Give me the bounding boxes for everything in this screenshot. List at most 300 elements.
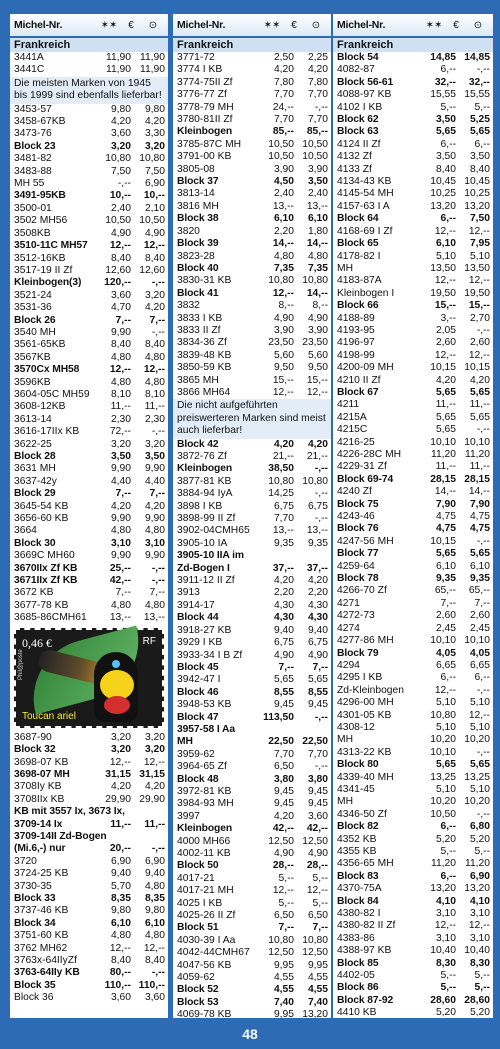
mint-price: 11,20 — [430, 449, 456, 460]
used-price: 29,90 — [139, 793, 165, 805]
mint-price: 5,10 — [435, 721, 456, 733]
mint-price: 72,-- — [109, 426, 131, 438]
catalog-number: 3671IIx Zf KB — [14, 575, 78, 587]
used-price: 8,10 — [144, 388, 165, 400]
mint-price: 3,50 — [435, 114, 456, 126]
catalog-row — [10, 794, 168, 806]
mint-price: 13,-- — [272, 200, 294, 212]
catalog-row — [333, 412, 493, 424]
catalog-row — [333, 871, 493, 883]
catalog-number: Block 52 — [177, 984, 219, 996]
catalog-number: 4402-05 — [337, 970, 375, 982]
used-price: 7,90 — [469, 498, 490, 510]
used-price: 5,-- — [474, 982, 490, 994]
catalog-row — [333, 288, 493, 300]
used-price: 8,35 — [144, 892, 165, 904]
used-price: 4,20 — [307, 438, 328, 450]
used-price: 7,-- — [149, 587, 165, 599]
catalog-row — [173, 550, 331, 562]
euro-symbol-icon: € — [453, 19, 459, 31]
catalog-row — [333, 188, 493, 200]
catalog-row — [173, 77, 331, 89]
catalog-row — [333, 313, 493, 325]
header-label: Michel-Nr. — [337, 19, 386, 31]
mint-price: 5,-- — [440, 101, 456, 113]
catalog-row — [333, 213, 493, 225]
used-price: -,-- — [151, 562, 165, 574]
catalog-row — [10, 426, 168, 438]
catalog-number: 3914-17 — [177, 599, 215, 611]
catalog-row — [333, 846, 493, 858]
euro-symbol-icon: € — [128, 19, 134, 31]
catalog-row — [333, 908, 493, 920]
mint-price: 3,90 — [273, 163, 294, 175]
catalog-row — [333, 648, 493, 660]
catalog-number: 3820 — [177, 225, 200, 237]
catalog-number: 3685-86CMH61 — [14, 612, 87, 624]
used-price: 11,-- — [469, 461, 490, 473]
catalog-number: 3834-36 Zf — [177, 337, 227, 349]
catalog-row — [333, 573, 493, 585]
used-price: 2,25 — [307, 52, 328, 63]
catalog-row — [333, 77, 493, 89]
used-price: 4,90 — [307, 649, 328, 661]
mint-price: 10,10 — [430, 635, 456, 647]
catalog-number: 3517-19 II Zf — [14, 264, 73, 276]
mint-price: 6,10 — [435, 238, 456, 250]
catalog-row — [10, 769, 168, 781]
used-price: 14,-- — [306, 287, 328, 299]
catalog-row — [173, 625, 331, 637]
catalog-number: Block 40 — [177, 262, 219, 274]
catalog-number: 3709-14II Zd-Bogen — [14, 830, 107, 842]
used-price: 6,90 — [144, 855, 165, 867]
used-price: 11,-- — [144, 818, 165, 830]
catalog-number: Block 33 — [14, 892, 56, 904]
catalog-row — [173, 375, 331, 387]
catalog-row — [333, 697, 493, 709]
used-price: 8,-- — [312, 300, 328, 312]
catalog-number: 3763-64IIy KB — [14, 967, 80, 979]
mint-price: 4,55 — [273, 984, 294, 996]
catalog-number: 3458-67KB — [14, 116, 66, 128]
used-price: 3,50 — [469, 151, 490, 163]
mint-price: 8,35 — [110, 892, 131, 904]
mint-price: 110,-- — [104, 979, 131, 991]
used-price: 2,10 — [144, 202, 165, 214]
used-price: -,-- — [151, 575, 165, 587]
mint-price: 2,45 — [435, 622, 456, 634]
used-price: 11,90 — [139, 52, 165, 63]
mint-price: 7,70 — [273, 114, 294, 126]
catalog-number: 3805-08 — [177, 163, 215, 175]
mint-price: 10,50 — [268, 138, 294, 150]
catalog-number: 3959-62 — [177, 748, 215, 760]
catalog-number: 3531-36 — [14, 302, 52, 314]
catalog-number: 4134-43 KB — [337, 176, 392, 188]
catalog-row — [10, 104, 168, 116]
mint-price: 28,60 — [430, 994, 456, 1006]
mint-price: 4,30 — [273, 599, 294, 611]
catalog-row — [173, 786, 331, 798]
mint-symbol-icon: ✶✶ — [263, 19, 281, 31]
used-price: 15,-- — [468, 300, 490, 312]
price-list — [173, 439, 331, 1022]
used-price: 7,-- — [474, 597, 490, 609]
catalog-number: 3521-24 — [14, 289, 52, 301]
used-price: 10,50 — [139, 215, 165, 227]
catalog-number: 4355 KB — [337, 846, 377, 857]
used-price: 11,-- — [144, 401, 165, 413]
mint-price: 6,50 — [273, 910, 294, 922]
used-price — [136, 831, 165, 843]
catalog-number: 3751-60 KB — [14, 930, 69, 942]
catalog-row — [333, 449, 493, 461]
catalog-row — [10, 868, 168, 880]
used-price: 12,-- — [468, 709, 490, 721]
mint-price: 12,-- — [434, 684, 456, 696]
used-price: 3,50 — [307, 176, 328, 188]
catalog-row — [173, 873, 331, 885]
catalog-number: Block 75 — [337, 498, 379, 510]
mint-price: 3,50 — [110, 451, 131, 462]
used-price: 5,65 — [307, 674, 328, 686]
mint-price: 10,15 — [430, 535, 456, 547]
used-price: 28,15 — [464, 473, 490, 485]
used-price: 28,-- — [306, 860, 328, 872]
used-price: 3,90 — [307, 324, 328, 336]
used-price: 6,75 — [307, 637, 328, 649]
catalog-number: 4188-89 — [337, 312, 375, 324]
country-heading: Frankreich — [10, 38, 168, 52]
used-symbol-icon: ⊙ — [311, 19, 321, 31]
mint-price: 13,50 — [430, 262, 456, 274]
used-price: 7,50 — [469, 213, 490, 225]
catalog-row — [333, 375, 493, 387]
catalog-row — [10, 744, 168, 756]
catalog-number: Block 26 — [14, 314, 56, 326]
catalog-row — [10, 992, 168, 1004]
catalog-row — [173, 451, 331, 463]
mint-price: 10,25 — [430, 188, 456, 200]
catalog-number: Block 34 — [14, 917, 56, 929]
mint-price: 4,05 — [435, 647, 456, 659]
mint-price: 9,90 — [110, 550, 131, 562]
catalog-number: 3918-27 KB — [177, 624, 232, 636]
mint-price — [107, 831, 136, 843]
catalog-number: 3508KB — [14, 227, 51, 239]
used-price: 2,45 — [469, 622, 490, 634]
catalog-row — [10, 488, 168, 500]
catalog-row — [10, 980, 168, 992]
used-price — [145, 806, 165, 818]
catalog-row — [173, 538, 331, 550]
catalog-number: 4215C — [337, 424, 368, 436]
catalog-row — [173, 674, 331, 686]
catalog-number: 4266-70 Zf — [337, 585, 387, 597]
catalog-number: Block 53 — [177, 996, 219, 1008]
catalog-number: 3905-10 IA — [177, 537, 228, 549]
catalog-number: Block 46 — [177, 686, 219, 698]
column-header — [173, 14, 331, 38]
catalog-number: 3613-14 — [14, 413, 52, 425]
mint-price: 9,90 — [110, 513, 131, 525]
used-price: 5,20 — [469, 1007, 490, 1019]
catalog-number: 4211 — [337, 399, 360, 411]
catalog-row — [10, 905, 168, 917]
catalog-row — [10, 563, 168, 575]
catalog-row — [333, 226, 493, 238]
catalog-number: 4370-75A — [337, 883, 382, 895]
used-price: 37,-- — [306, 562, 328, 574]
mint-price: 3,20 — [110, 438, 131, 450]
catalog-row — [333, 796, 493, 808]
used-price: -,-- — [151, 967, 165, 979]
used-price: 5,-- — [312, 872, 328, 884]
catalog-number: 4198-99 — [337, 349, 375, 361]
used-price: 8,40 — [144, 252, 165, 264]
used-price: 6,65 — [469, 659, 490, 671]
catalog-number: 4017-21 MH — [177, 885, 234, 897]
catalog-row — [333, 151, 493, 163]
used-price: 6,-- — [474, 672, 490, 684]
mint-price: 5,65 — [435, 126, 456, 138]
used-price: 12,-- — [143, 240, 165, 252]
mint-price: 31,15 — [105, 768, 131, 780]
used-price: 9,45 — [307, 785, 328, 797]
used-price: 9,50 — [307, 362, 328, 374]
mint-price: 9,95 — [273, 959, 294, 971]
used-price: 9,40 — [144, 868, 165, 880]
mint-price: 5,65 — [435, 759, 456, 771]
used-price: 3,10 — [469, 932, 490, 944]
catalog-row — [10, 153, 168, 165]
catalog-row — [173, 662, 331, 674]
mint-price: 13,25 — [430, 771, 456, 783]
catalog-row — [10, 228, 168, 240]
catalog-number: 4124 II Zf — [337, 138, 381, 150]
mint-price: 5,60 — [273, 349, 294, 361]
mint-price: 4,40 — [110, 475, 131, 487]
catalog-row — [10, 178, 168, 190]
catalog-row — [173, 513, 331, 525]
mint-price: 13,-- — [109, 612, 131, 624]
stamp-value: 0,46 € — [22, 635, 52, 650]
mint-price: 6,-- — [440, 64, 456, 76]
catalog-row — [10, 265, 168, 277]
catalog-row — [333, 499, 493, 511]
catalog-number: 3664 — [14, 525, 37, 537]
used-price: 4,20 — [144, 500, 165, 512]
mint-price: 4,55 — [273, 972, 294, 984]
used-price: 12,-- — [143, 942, 165, 954]
used-price: -,-- — [151, 277, 165, 289]
mint-price: 15,-- — [434, 300, 456, 312]
mint-price: 4,75 — [435, 523, 456, 535]
used-price: 9,45 — [307, 699, 328, 711]
catalog-row — [173, 151, 331, 163]
catalog-number: 3669C MH60 — [14, 550, 75, 562]
mint-price: 4,75 — [435, 511, 456, 523]
catalog-number: 3724-25 KB — [14, 868, 69, 880]
mint-price: 6,-- — [440, 821, 456, 833]
used-price: 7,50 — [144, 165, 165, 177]
mint-price: 32,-- — [434, 76, 456, 88]
used-price: 8,40 — [469, 163, 490, 175]
catalog-number: 3776-77 Zf — [177, 89, 227, 101]
catalog-row — [173, 600, 331, 612]
catalog-number: Block 36 — [14, 992, 54, 1004]
mint-price: 12,-- — [272, 885, 294, 897]
catalog-row — [333, 89, 493, 101]
mint-price: 3,80 — [273, 773, 294, 785]
mint-price: 12,50 — [268, 947, 294, 959]
used-price: 4,80 — [307, 250, 328, 262]
catalog-number: 3898 I KB — [177, 500, 223, 512]
toucan-stamp-image — [14, 628, 164, 728]
mint-price: 10,20 — [430, 796, 456, 808]
mint-price: 4,90 — [273, 312, 294, 324]
price-list — [10, 104, 168, 625]
catalog-row — [333, 672, 493, 684]
used-price: 3,20 — [144, 289, 165, 301]
catalog-number: 3791-00 KB — [177, 151, 232, 163]
mint-price: 42,-- — [109, 575, 131, 587]
catalog-number: Block 56-61 — [337, 76, 394, 88]
page-number: 48 — [242, 1026, 258, 1042]
stamp-side-text: Phil@poste — [18, 648, 24, 680]
catalog-row — [333, 387, 493, 399]
catalog-number: 4069-78 KB — [177, 1009, 232, 1021]
catalog-number: 4277-86 MH — [337, 635, 394, 647]
catalog-number: Block 79 — [337, 647, 379, 659]
used-price: 3,80 — [307, 773, 328, 785]
mint-price: 13,20 — [430, 883, 456, 895]
catalog-number: Block 67 — [337, 386, 379, 398]
used-price: 7,70 — [307, 748, 328, 760]
catalog-row — [333, 958, 493, 970]
used-price: 10,40 — [464, 945, 490, 957]
catalog-row — [333, 251, 493, 263]
catalog-number: 3902-04CMH65 — [177, 525, 250, 537]
used-price: 5,25 — [469, 114, 490, 126]
mint-price: 3,20 — [110, 744, 131, 756]
catalog-row — [173, 64, 331, 76]
catalog-row — [333, 896, 493, 908]
catalog-row — [173, 761, 331, 773]
catalog-row — [173, 501, 331, 513]
used-price: 2,40 — [307, 188, 328, 200]
mint-price: 14,85 — [430, 52, 456, 63]
mint-price: 5,65 — [435, 411, 456, 423]
catalog-row — [333, 945, 493, 957]
mint-price: 6,10 — [110, 917, 131, 929]
mint-price: 4,80 — [110, 376, 131, 388]
mint-price: 5,-- — [440, 846, 456, 857]
catalog-row — [333, 164, 493, 176]
mint-price: 7,70 — [273, 748, 294, 760]
catalog-number: 3608-12KB — [14, 401, 66, 413]
catalog-number: 4132 Zf — [337, 151, 372, 163]
used-price: 42,-- — [306, 823, 328, 835]
used-price: 12,-- — [306, 885, 328, 897]
used-price: 9,35 — [469, 573, 490, 585]
used-price: 3,10 — [144, 537, 165, 549]
used-price: -,-- — [476, 684, 490, 696]
used-price: 3,90 — [307, 163, 328, 175]
used-price: 5,65 — [469, 386, 490, 398]
catalog-row — [333, 759, 493, 771]
mint-price: 3,60 — [110, 992, 131, 1004]
catalog-row — [333, 275, 493, 287]
used-price: 12,-- — [468, 275, 490, 287]
used-price: 22,50 — [302, 736, 328, 748]
catalog-row — [333, 883, 493, 895]
catalog-number: 4274 — [337, 622, 360, 634]
used-price: 12,-- — [143, 364, 165, 376]
catalog-row — [173, 848, 331, 860]
catalog-number: 4240 Zf — [337, 486, 372, 498]
mint-price: 15,55 — [430, 89, 456, 101]
used-price: 13,20 — [464, 200, 490, 212]
catalog-row — [333, 126, 493, 138]
catalog-row — [333, 1007, 493, 1019]
used-price: 3,30 — [144, 128, 165, 140]
mint-price: 4,50 — [273, 176, 294, 188]
catalog-row — [173, 188, 331, 200]
catalog-number: 3778-79 MH — [177, 101, 234, 113]
used-price: 6,90 — [469, 870, 490, 882]
mint-price: 7,90 — [435, 498, 456, 510]
catalog-row — [10, 364, 168, 376]
catalog-row — [10, 377, 168, 389]
used-price: 14,-- — [468, 486, 490, 498]
mint-price: 3,-- — [440, 312, 456, 324]
mint-price: 12,-- — [272, 287, 294, 299]
mint-price: 10,40 — [430, 945, 456, 957]
catalog-number: Block 63 — [337, 126, 379, 138]
catalog-row — [10, 451, 168, 463]
mint-price: 8,-- — [278, 300, 294, 312]
catalog-number: (Mi.6,-) nur — [14, 843, 66, 855]
used-price: -,-- — [476, 746, 490, 758]
availability-note: Die nicht aufgeführten preiswerteren Marken sind meist auch lieferbar! — [173, 399, 331, 438]
catalog-row — [10, 327, 168, 339]
mint-price: 10,50 — [105, 215, 131, 227]
catalog-number: 4157-63 I A — [337, 200, 390, 212]
mint-price: 6,-- — [440, 213, 456, 225]
mint-price: 65,-- — [434, 585, 456, 597]
used-price: 3,20 — [144, 731, 165, 743]
catalog-row — [333, 598, 493, 610]
used-price: 7,-- — [312, 922, 328, 934]
catalog-row — [333, 362, 493, 374]
catalog-row — [173, 736, 331, 748]
catalog-row — [173, 947, 331, 959]
used-price: 10,80 — [302, 475, 328, 487]
catalog-row — [333, 747, 493, 759]
catalog-number: 3698-07 MH — [14, 768, 70, 780]
used-price: 8,40 — [144, 955, 165, 966]
catalog-number: Zd-Kleinbogen — [337, 684, 404, 696]
mint-price: 20,-- — [109, 843, 131, 855]
mint-price: 7,-- — [115, 587, 131, 599]
mint-price: 8,30 — [435, 957, 456, 969]
mint-price: 3,10 — [435, 908, 456, 920]
catalog-row — [173, 102, 331, 114]
catalog-row — [173, 275, 331, 287]
catalog-row — [333, 660, 493, 672]
